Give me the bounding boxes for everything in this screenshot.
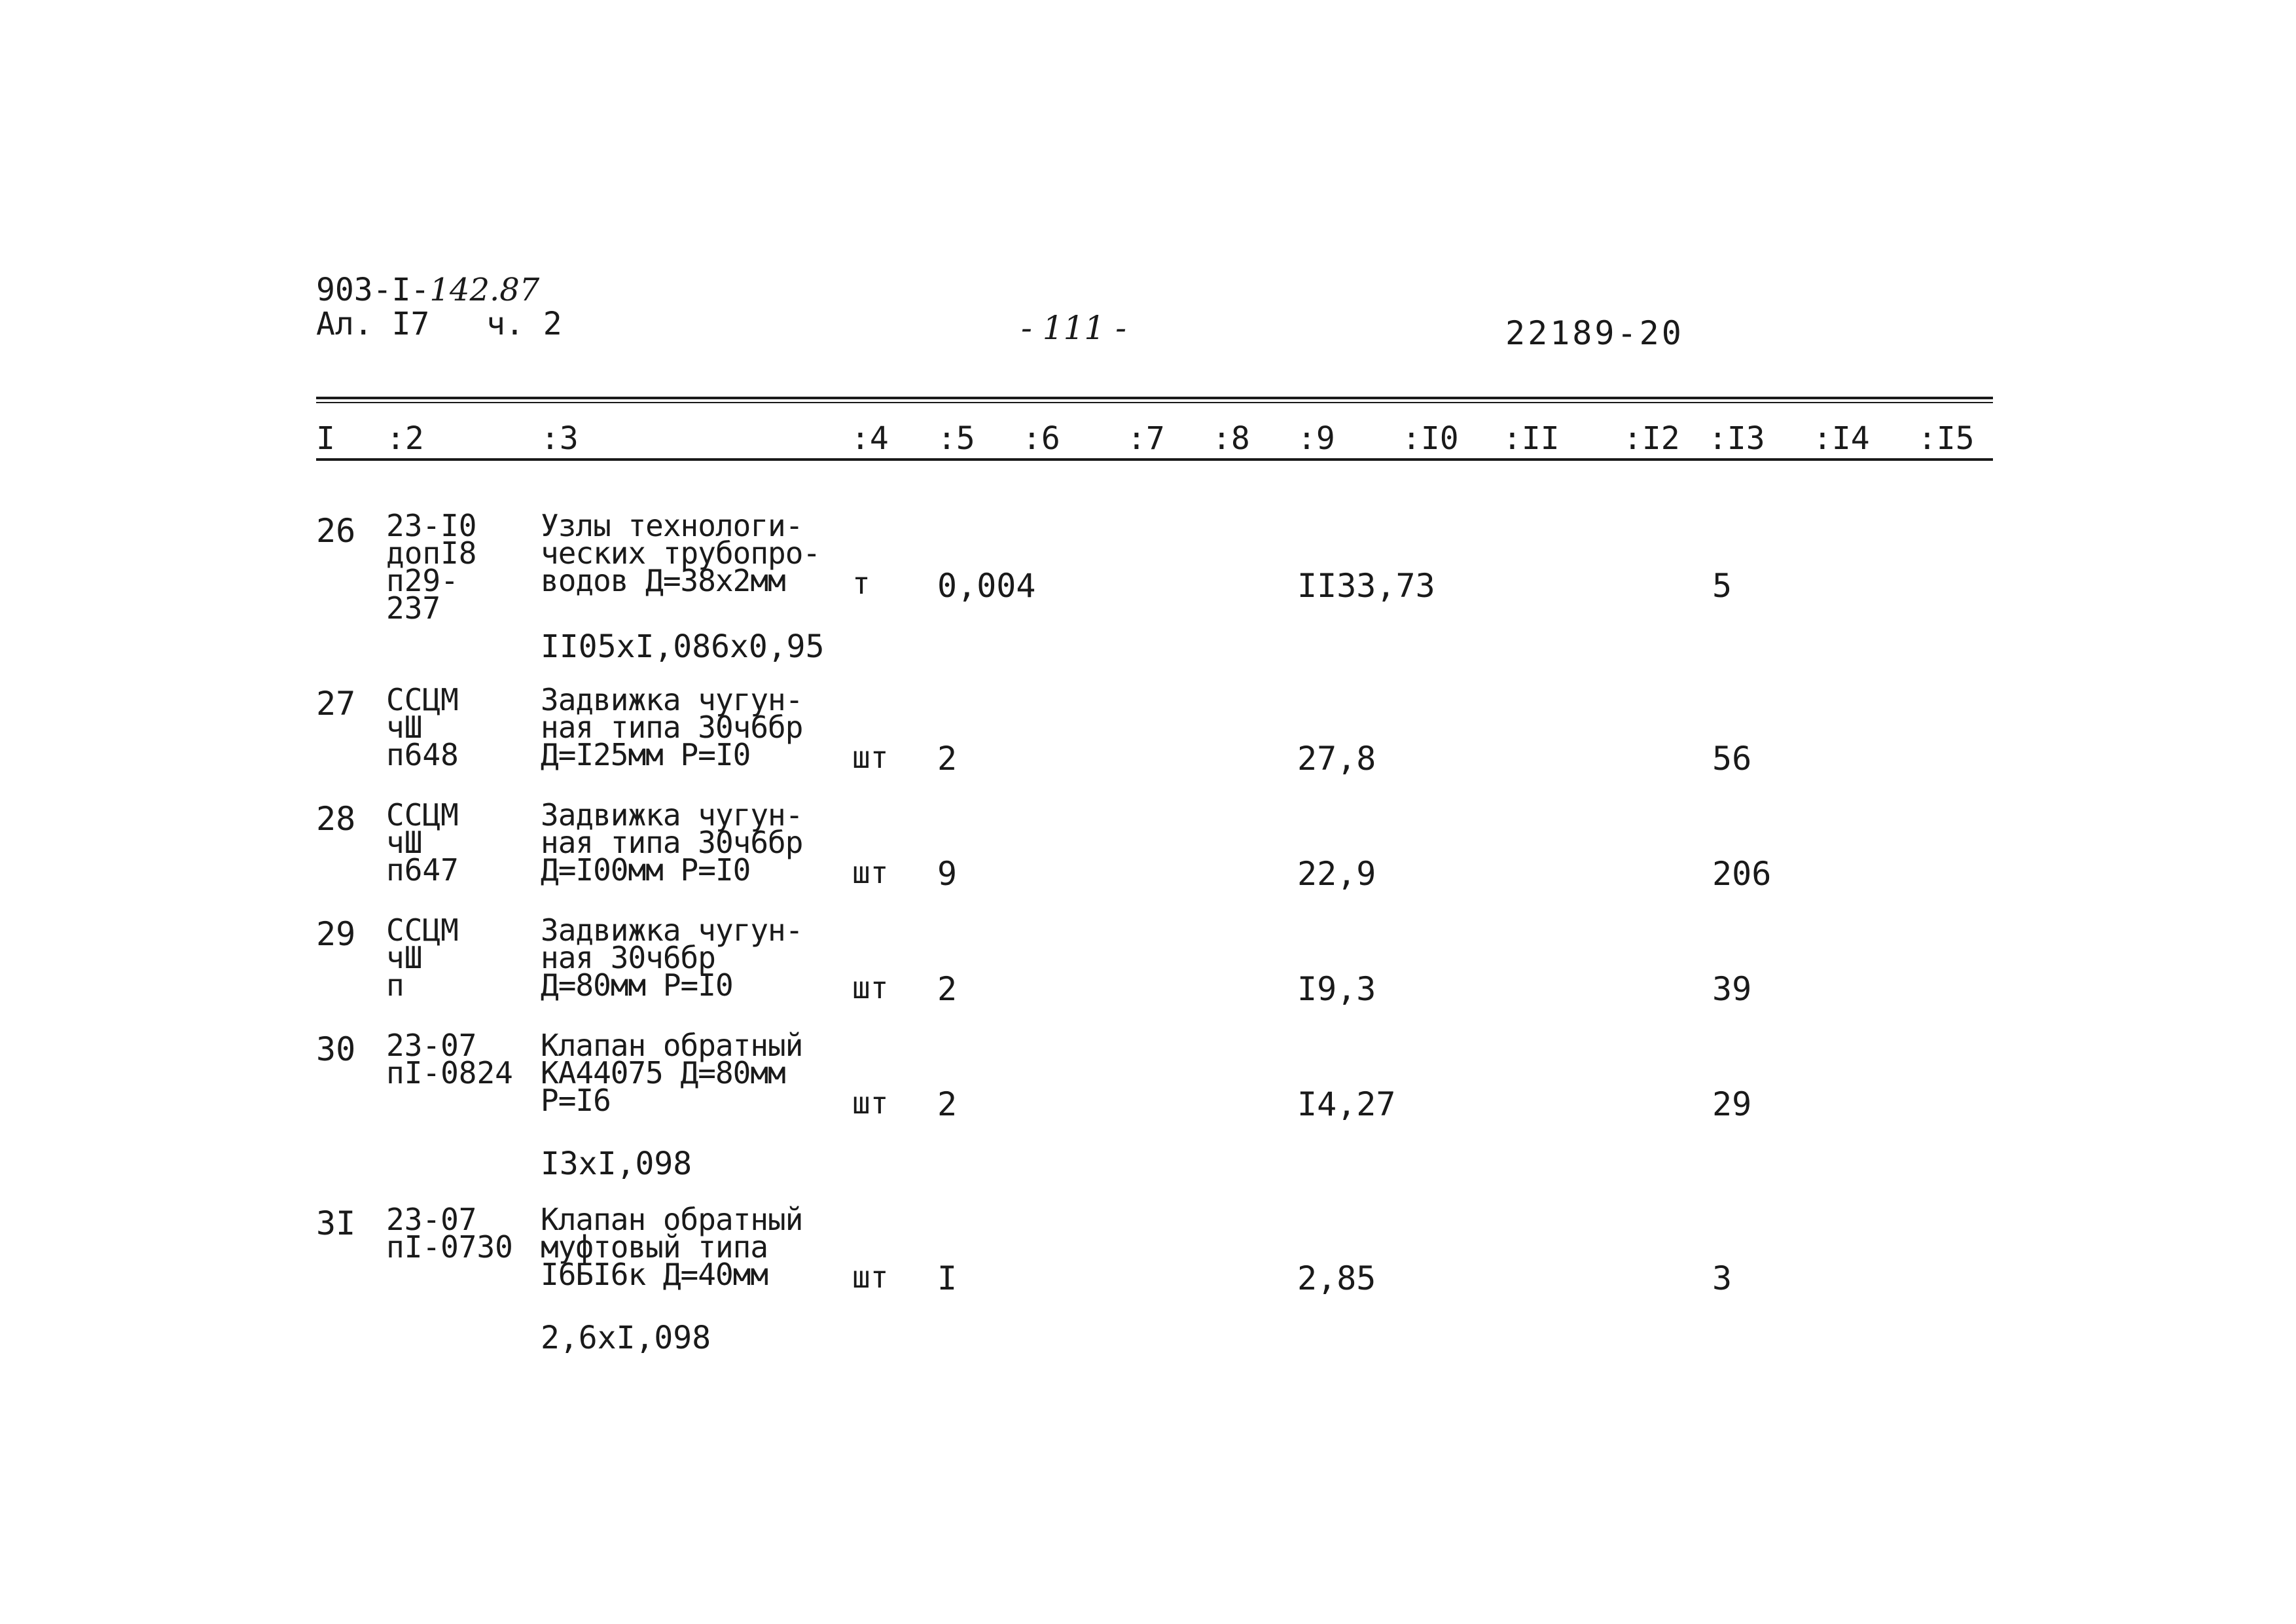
norm-code-line: ССЦМ	[386, 797, 459, 833]
unit: шт	[852, 1259, 889, 1295]
unit-price: 22,9	[1297, 855, 1376, 893]
total-cost: 206	[1712, 855, 1772, 893]
album-number: Ал. I7	[316, 306, 430, 342]
norm-code-line: 23-I0	[386, 508, 477, 543]
row-number: 30	[316, 1030, 356, 1068]
description-line: Задвижка чугун-	[541, 912, 803, 948]
quantity: 2	[937, 1085, 958, 1123]
page-number: - 111 -	[1021, 309, 1127, 347]
column-header-4: :4	[851, 420, 889, 457]
description-line: ная типа 30ч6бр	[541, 710, 803, 745]
description-line: Д=I25мм Р=I0	[541, 737, 751, 772]
description-line: ческих трубопро-	[541, 535, 821, 571]
description-line: Задвижка чугун-	[541, 682, 803, 717]
album-label	[316, 308, 562, 340]
unit: т	[852, 566, 870, 601]
row-number: 3I	[316, 1204, 356, 1242]
norm-code-line: п29-	[386, 563, 459, 598]
column-header-7: :7	[1127, 420, 1165, 457]
norm-code-line: ССЦМ	[386, 682, 459, 717]
quantity: 2	[937, 970, 958, 1008]
total-cost: 29	[1712, 1085, 1752, 1123]
column-header-6: :6	[1022, 420, 1060, 457]
quantity: 2	[937, 740, 958, 778]
row-number: 27	[316, 685, 356, 723]
document-number: 22189-20	[1505, 314, 1684, 352]
norm-code-line: 23-07	[386, 1202, 477, 1237]
unit: шт	[852, 1085, 889, 1121]
column-header-10: :I0	[1402, 420, 1459, 457]
row-number: 28	[316, 800, 356, 838]
column-header-9: :9	[1297, 420, 1335, 457]
part-number: ч. 2	[486, 306, 562, 342]
unit-price: I4,27	[1297, 1085, 1396, 1123]
norm-code-line: чШ	[386, 710, 423, 745]
unit: шт	[852, 740, 889, 775]
quantity: 9	[937, 855, 958, 893]
unit: шт	[852, 855, 889, 890]
total-cost: 3	[1712, 1259, 1732, 1297]
unit-price: II33,73	[1297, 567, 1435, 605]
norm-code-line: п647	[386, 852, 459, 888]
row-number: 26	[316, 512, 356, 550]
table-top-rule	[316, 397, 1993, 399]
calculation-note: II05xI,086x0,95	[541, 628, 825, 665]
norm-code-line: чШ	[386, 940, 423, 975]
description-line: Узлы технологи-	[541, 508, 803, 543]
description-line: Р=I6	[541, 1083, 611, 1118]
unit-price: 2,85	[1297, 1259, 1376, 1297]
description-line: Клапан обратный	[541, 1202, 803, 1237]
description-line: Клапан обратный	[541, 1028, 803, 1063]
description-line: Д=I00мм Р=I0	[541, 852, 751, 888]
calculation-note: 2,6xI,098	[541, 1320, 711, 1356]
description-line: Д=80мм Р=I0	[541, 967, 733, 1003]
column-header-15: :I5	[1918, 420, 1975, 457]
column-header-12: :I2	[1623, 420, 1680, 457]
series-code: 903-I-	[316, 272, 430, 308]
column-header-3: :3	[541, 420, 579, 457]
unit-price: I9,3	[1297, 970, 1376, 1008]
row-number: 29	[316, 915, 356, 953]
description-line: Задвижка чугун-	[541, 797, 803, 833]
column-header-5: :5	[937, 420, 975, 457]
norm-code-line: пI-0730	[386, 1229, 513, 1265]
description-line: ная типа 30ч6бр	[541, 825, 803, 860]
description-line: водов Д=38x2мм	[541, 563, 785, 598]
series-handwritten-number: 142.87	[429, 272, 540, 308]
column-header-13: :I3	[1708, 420, 1765, 457]
norm-code-line: пI-0824	[386, 1055, 513, 1091]
calculation-note: I3xI,098	[541, 1146, 692, 1182]
series-label	[316, 274, 539, 306]
quantity: I	[937, 1259, 958, 1297]
norm-code-line: п	[386, 967, 404, 1003]
total-cost: 39	[1712, 970, 1752, 1008]
description-line: муфтовый типа	[541, 1229, 768, 1265]
quantity: 0,004	[937, 567, 1036, 605]
column-header-1: I	[316, 420, 335, 457]
column-header-2: :2	[386, 420, 424, 457]
column-header-14: :I4	[1813, 420, 1870, 457]
norm-code-line: чШ	[386, 825, 423, 860]
header-bottom-rule	[316, 458, 1993, 461]
description-line: КА44075 Д=80мм	[541, 1055, 785, 1091]
unit-price: 27,8	[1297, 740, 1376, 778]
norm-code-line: 23-07	[386, 1028, 477, 1063]
column-header-8: :8	[1212, 420, 1250, 457]
total-cost: 5	[1712, 567, 1732, 605]
description-line: ная 30ч6бр	[541, 940, 715, 975]
norm-code-line: ССЦМ	[386, 912, 459, 948]
column-header-11: :II	[1503, 420, 1560, 457]
norm-code-line: допI8	[386, 535, 477, 571]
table-top-rule-thin	[316, 402, 1993, 403]
description-line: I6БI6к Д=40мм	[541, 1257, 768, 1292]
total-cost: 56	[1712, 740, 1752, 778]
norm-code-line: п648	[386, 737, 459, 772]
norm-code-line: 237	[386, 590, 441, 626]
unit: шт	[852, 970, 889, 1005]
